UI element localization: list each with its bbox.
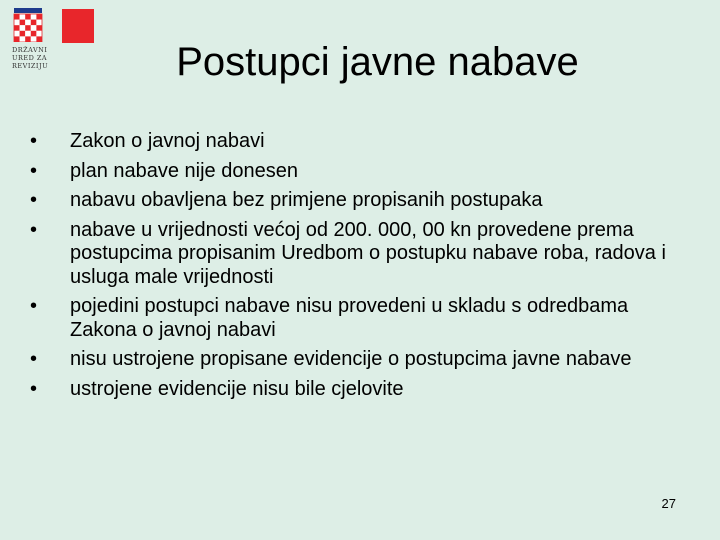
logo-text-line-3: REVIZIJU (12, 62, 49, 70)
bullet-item (26, 295, 686, 342)
bullet-text: Zakon o javnoj nabavi (70, 130, 265, 152)
bullet-text: nabave u vrijednosti većoj od 200. 000, 00 kn provedene prema postupcima propisanim Uredbom o postupku nabave roba, radova i usluga male vrijednosti (70, 218, 666, 288)
logo-text-line-2: URED ZA (12, 54, 48, 62)
bullet-item (26, 348, 686, 372)
bullet-item (26, 130, 686, 154)
bullet-item (26, 160, 686, 184)
bullet-text: nisu ustrojene propisane evidencije o postupcima javne nabave (70, 348, 632, 370)
logo-text-line-1: DRŽAVNI (12, 46, 48, 54)
bullet-marker: • (30, 348, 38, 370)
bullet-text: pojedini postupci nabave nisu provedeni u skladu s odredbama Zakona o javnoj nabavi (70, 295, 629, 341)
bullet-item (26, 219, 686, 290)
bullet-list (26, 130, 686, 407)
bullet-text: ustrojene evidencije nisu bile cjelovite (70, 377, 404, 400)
bullet-text: plan nabave nije donesen (70, 159, 298, 182)
bullet-marker: • (30, 295, 38, 317)
bullet-item (26, 378, 686, 402)
bullet-marker: • (30, 130, 38, 152)
slide-title: Postupci javne nabave (176, 40, 579, 84)
page-number: 27 (661, 496, 676, 511)
bullet-marker: • (30, 159, 38, 182)
bullet-marker: • (30, 377, 38, 400)
bullet-marker: • (30, 218, 38, 241)
bullet-item (26, 189, 686, 213)
bullet-marker: • (30, 189, 38, 211)
croatian-coat-of-arms-icon (12, 8, 44, 42)
bullet-text: nabavu obavljena bez primjene propisanih postupaka (70, 189, 543, 211)
logo-red-square (62, 9, 94, 43)
